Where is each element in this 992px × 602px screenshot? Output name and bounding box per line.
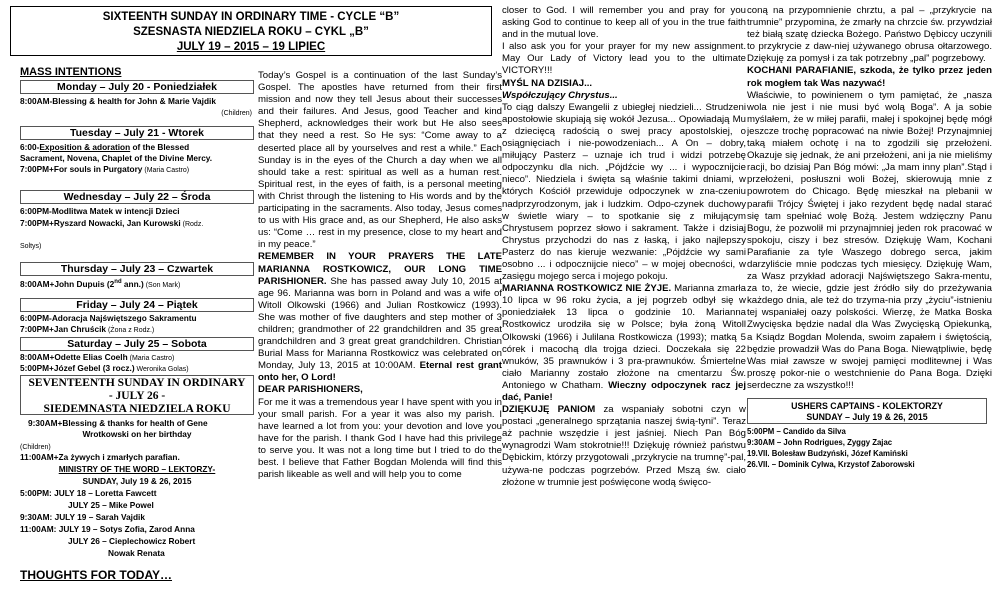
- wednesday-title: Wednesday – July 22 – Środa: [20, 190, 254, 204]
- ushers-row-2: 9:30AM – John Rodrigues, Zyggy Zajac: [747, 438, 893, 447]
- thoughts-heading: THOUGHTS FOR TODAY…: [20, 568, 173, 582]
- thanks-ladies-heading: DZIĘKUJĘ PANIOM: [502, 404, 596, 416]
- seventeenth-sunday-box: [20, 375, 254, 415]
- prayer-request-paragraph: I also ask you for your prayer for my new assignment. May Our Lady of Victory lead you to the ultimate VICTORY!!!: [502, 41, 746, 77]
- friday-line-1: 6:00PM-Adoracja Najświętszego Sakramentu: [20, 313, 197, 323]
- title-line-date: JULY 19 – 2015 – 19 LIPIEC: [176, 41, 326, 53]
- wednesday-line-1: 6:00PM-Modlitwa Matek w intencji Dzieci: [20, 206, 180, 216]
- ministry-row-4: 11:00AM: JULY 19 – Sotys Zofia, Zarod Anna: [20, 524, 195, 534]
- sunday-box-line-3: SIEDEMNASTA NIEDZIELA ROKU: [43, 403, 231, 415]
- tuesday-title: Tuesday – July 21 - Wtorek: [20, 126, 254, 140]
- polish-farewell-column: [747, 0, 992, 602]
- tuesday-line-3-note: (Maria Castro): [142, 167, 190, 174]
- obituary-heading: REMEMBER IN YOUR PRAYERS THE LATE MARIANNA ROSTKOWICZ, OUR LONG TIME PARISHIONER.: [258, 251, 502, 287]
- polish-gospel-paragraph: To ciąg dalszy Ewangelii z ubiegłej niedzieli... Strudzeni apostołowie skupiają się wokół Jezusa... Opowiadają Mu z dziecięcą radością o swej pracy apostolskiej, o osiągnięciach i nie-powodzeniach... A On – dobry, miłujący Pasterz – uznaje ich trud i widzi potrzebę odpoczynku dla nich. „Pójdźcie wy ... i wypocznijcie nieco”. Niedziela i święta są właśnie takimi dniami, w których Kościół przewiduje odpoczynek w zna-czeniu nadprzyrodzonym, jak i ludzkim. Odpo-czynek duchowy w świetle wiary – to spotkanie się z miłującym Chrystusem poprzez słowo i sakrament. Także i dzisiaj Chrystus przychodzi do nas z łaską, i jako najlepszy Pasterz do nas kieruje wezwanie: „Pójdźcie wy sami osobno ... i odpocznijcie nieco” – w mojej obecności, w zasięgu mojego serca i mojego pokoju.: [502, 101, 746, 283]
- saturday-line-1-note: (Maria Castro): [127, 355, 175, 362]
- polish-obituary-prayer: Wieczny odpoczynek racz jej dać, Panie!: [502, 379, 746, 403]
- polish-obituary-text: Marianna zmarła 10 lipca w 96 roku życia, a jej pogrzeb odbył się w poniedziałek 13 lipca o godzinie 10. Marianna Rostkowicz urodziła się w Polsce; była żoną Witoll Olkowski (1966) i Julilana Rostkowicza (1993); matką 5 córek i macochą dla trojga dzieci. Doczekała się 22 wnuków, 35 prawnuków i 3 pra-prawnuków. Śmiertelne ciało Marianny zostało złożone na cmentarzu Św. Antoniego w Chatham.: [502, 283, 746, 391]
- sunday-box-line-2: - JULY 26 -: [108, 390, 166, 402]
- monday-line-1: 8:00AM-Blessing & health for John & Marie Vajdik: [20, 96, 216, 106]
- sunday-box-line-1: SEVENTEENTH SUNDAY IN ORDINARY: [28, 377, 246, 389]
- ushers-section: [747, 392, 992, 472]
- polish-farewell-paragraph: Właściwie, to powinienem o tym pamiętać, że „nasza wola nie jest i nie musi być wolą Boga”. A ja sobie myślałem, że w miłej parafii, małej i spokojnej będę mógł jeszcze trochę popracować na niwie Bożej! Przynajmniej taką miałem ochotę i na to zgodzili się przełożeni. Okazuje się jednak, że ani przełożeni, ani ja nie mieliśmy racji, bo dzisiaj Pan Bóg mówi: „Ja mam inny plan”.Stąd i przełożeni, posłuszni woli Bożej, skierowują mnie z powrotem do Chicago. Będę mieszkał na plebanii w parafii Trójcy Świętej i jako rezydent będę nadal starać się tam spełniać wolę Bożą. Jestem wdzięczny Panu Bogu, że pozwolił mi przynajmniej jeden rok pracować w spokoju, ciszy i bez stresów. Dziękuję Wam, Kochani Parafianie za tyle Waszego dobrego serca, jakim darzyliście mnie podczas tych miesięcy. Dziękuję Wam, za Wasz przykład adoracji Najświętszego Sakra-mentu, za to, że wiecie, gdzie jest źródło siły do przeżywania każdego dnia, ale też do trzyma-nia przy „życiu”-istnieniu tej wspaniałej oazy polskości. Wierzę, że Matka Boska Zwycięska będzie nadal dla Was Zwycięską Opiekunką, a Ksiądz Bogdan Molenda, swoim zapałem i świętością, będzie prowadził Was do Pana Boga. Niewątpliwie, będę Was miał zawsze w swojej pamięci modlitewnej i Was proszę pokor-nie o westchnienie do Pana Boga. Dzięki serdeczne za wszystko!!!: [747, 89, 992, 391]
- thursday-title: Thursday – July 23 – Czwartek: [20, 262, 254, 276]
- english-reflection-column: [258, 70, 502, 602]
- wednesday-line-2-note: (Rodz.: [180, 221, 204, 228]
- tuesday-line-1-end: of the Blessed: [130, 142, 190, 152]
- tuesday-line-3-text: 7:00PM+For souls in Purgatory: [20, 164, 143, 174]
- ministry-title: MINISTRY OF THE WORD – LEKTORZY-: [58, 464, 216, 474]
- mass-intentions-column: [0, 0, 262, 602]
- saturday-line-2-text: 5:00PM+Józef Gebel (3 rocz.): [20, 363, 135, 373]
- obituary-paragraph: [258, 251, 502, 384]
- sunday-line-1: 9:30AM+Blessing & thanks for health of Gene: [28, 418, 208, 428]
- monday-line-2: (Children): [221, 110, 252, 117]
- sunday-line-2: Wrotkowski on her birthday: [82, 429, 192, 439]
- wednesday-line-3: Soltys): [20, 243, 42, 250]
- ministry-row-1: 5:00PM: JULY 18 – Loretta Fawcett: [20, 488, 157, 498]
- friday-line-2: [20, 324, 154, 336]
- compassionate-christ-heading: Współczujący Chrystus...: [502, 89, 618, 101]
- ushers-row-1: 5:00PM – Candido da Silva: [747, 427, 846, 436]
- thanks-ladies-paragraph: [502, 404, 746, 489]
- mass-intentions-heading: MASS INTENTIONS: [20, 66, 122, 78]
- ushers-title: USHERS CAPTAINS - KOLEKTORZY: [791, 401, 943, 411]
- wednesday-line-2-text: 7:00PM+Ryszard Nowacki, Jan Kurowski: [20, 218, 181, 228]
- friday-line-2-text: 7:00PM+Jan Chruścik: [20, 324, 107, 334]
- farewell-paragraph: For me it was a tremendous year I have spent with you in your small parish. For a year it was also my parish. I have learned a lot from you: your devotion and love you have for the parish. I thank God I have had this privilege to serve you. It was not a long time but I tried to do the best. I believe that Father Bogdan Molenda will find this parish likeable as well and will help you to come: [258, 396, 502, 481]
- thursday-line-1-ann: ann.): [121, 278, 144, 289]
- title-line-english: SIXTEENTH SUNDAY IN ORDINARY TIME - CYCLE “B”: [102, 11, 400, 23]
- obituary-prayer: Eternal rest grant onto her, O Lord!: [258, 360, 502, 384]
- thursday-line-1: [20, 277, 180, 291]
- ushers-title-box: [747, 398, 987, 424]
- thursday-line-1-sup: nd: [114, 279, 122, 285]
- polish-reflection-column: [502, 0, 746, 602]
- friday-title: Friday – July 24 – Piątek: [20, 298, 254, 312]
- pal-paragraph: coną na przypomnienie chrztu, a pal – „przykrycie na trumnie” przypomina, że zmarły na chrzcie św. przywdział też białą szatę dziecka Bożego. Państwo Dębiccy uczynili to przykrycie z daw-niej używanego obrusa ołtarzowego. Dziękuję za pomysł i za tak potrzebny „pal” pogrzebowy.: [747, 5, 992, 65]
- monday-line-2-wrap: [20, 107, 252, 119]
- tuesday-line-2: Sacrament, Novena, Chaplet of the Divine Mercy.: [20, 153, 213, 163]
- thursday-line-1-text: 8:00AM+John Dupuis (2: [20, 278, 115, 289]
- farewell-continuation: closer to God. I will remember you and pray for you asking God to continue to keep all of you in the true faith and in the mutual love.: [502, 5, 746, 41]
- ushers-row-4: 26.VII. – Dominik Cylwa, Krzystof Zaborowski: [747, 460, 915, 469]
- sunday-line-3: (Children): [20, 444, 51, 451]
- title-line-polish: SZESNASTA NIEDZIELA ROKU – CYKL „B”: [133, 26, 369, 38]
- ushers-date: SUNDAY – July 19 & 26, 2015: [806, 412, 928, 422]
- ministry-date: SUNDAY, July 19 & 26, 2015: [82, 476, 192, 486]
- polish-obituary-heading: MARIANNA ROSTKOWICZ NIE ŻYJE.: [502, 283, 672, 295]
- ministry-row-3: 9:30AM: JULY 19 – Sarah Vajdik: [20, 512, 145, 522]
- monday-title: Monday – July 20 - Poniedziałek: [20, 80, 254, 94]
- ministry-row-6: Nowak Renata: [108, 548, 165, 558]
- ministry-row-2: JULY 25 – Mike Powel: [68, 500, 154, 510]
- polish-obituary-paragraph: [502, 283, 746, 404]
- kochani-parafianie-heading: KOCHANI PARAFIANIE, szkoda, że tylko przez jeden rok mogłem tak Was nazywać!: [747, 65, 992, 89]
- saturday-title: Saturday – July 25 – Sobota: [20, 337, 254, 351]
- thanks-ladies-text: za wspaniały sobotni czyn w postaci „generalnego sprzątania naszej świą-tyni”. Teraz aż pachnie wszędzie i jest jaśniej. Niech Pan Bóg wynagrodzi Wam stokrotnie!!! Dziękuję również państwu Dębickim, którzy przygotowali „przykrycie na trumnę”-pal, używa-ne podczas pogrzebów. Przed Mszą św. ciało złożone w trumnie jest poświęcone wodą święco-: [502, 404, 746, 488]
- gospel-reflection-paragraph: Today’s Gospel is a continuation of the last Sunday’s Gospel. The apostles have returned from their first mission and now they tell Jesus about their successes and their failures. And Jesus, good Teacher and kind Shepherd, acknowledges their work but He also sees that they need a rest. So He sys: “Come away to a deserted place all by yourselves and rest a while.” Each Sunday is in the eyes of the Church a day when we all should take a rest: spiritual as well as a human rest. Spiritual rest, in the eyes of faith, is a personal meeting with Christ through the listening to His words and by the participating in the sacraments. Also today, Jesus comes to us with His grace and, as our Shepherd, He also asks us: “Come … rest in my presence, close to my heart and in my peace.”: [258, 70, 502, 251]
- tuesday-line-1-time: 6:00-: [20, 142, 40, 152]
- saturday-line-2-note: Weronika Golas): [134, 366, 189, 373]
- mysl-heading: MYŚL NA DZISIAJ...: [502, 77, 593, 89]
- tuesday-line-1-exposition: Exposition & adoration: [39, 142, 131, 152]
- ministry-row-5: JULY 26 – Cieplechowicz Robert: [68, 536, 196, 546]
- saturday-line-2: [20, 363, 189, 375]
- wednesday-line-3-wrap: [20, 240, 41, 252]
- obituary-text: She has passed away July 10, 2015 at age 96. Marianna was born in Poland and was a wife of Witoll Olkowski (1966) and Julian Rostkowicz (1993). She was mother of five daughters and step mother of 3 children; grandmother of 22 grandchildren and 35 great grandchildren and 3 great great grandchildren. Christian Burial Mass for Marianna Rostkowicz was celebrated on Monday, July 13, 2015 at 10:00AM.: [258, 275, 502, 372]
- friday-line-2-note: (Żona z Rodz.): [106, 327, 155, 334]
- ushers-row-3: 19.VII. Bolesław Budzyński, Józef Kamiński: [747, 449, 908, 458]
- thursday-line-1-note: (Son Mark): [143, 281, 181, 289]
- sunday-line-4: 11:00AM+Za żywych i zmarłych parafian.: [20, 452, 180, 462]
- tuesday-line-1: [20, 142, 254, 153]
- tuesday-line-3: [20, 164, 189, 176]
- saturday-line-1-text: 8:00AM+Odette Elias Coelh: [20, 352, 128, 362]
- dear-parishioners-heading: DEAR PARISHIONERS,: [258, 384, 363, 396]
- wednesday-line-2: [20, 218, 203, 230]
